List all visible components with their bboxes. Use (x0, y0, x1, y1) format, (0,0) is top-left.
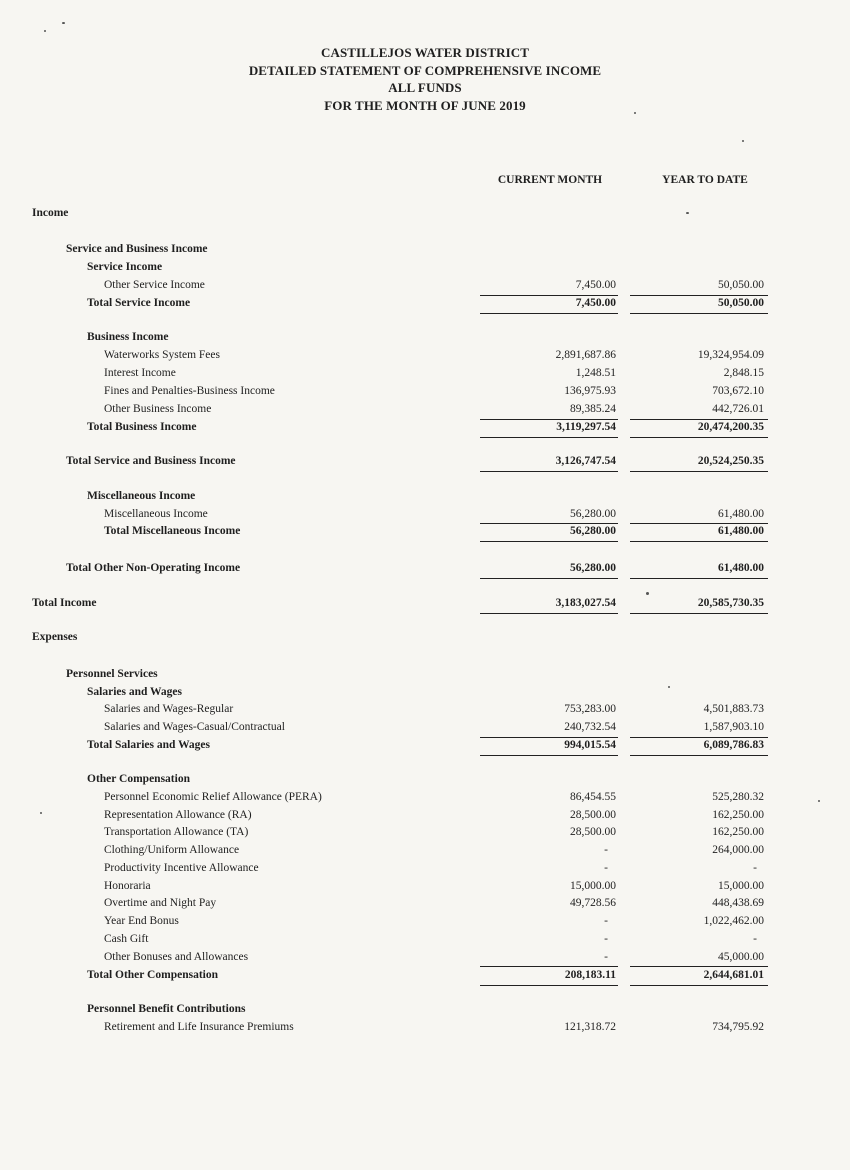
year-to-date-value: 1,022,462.00 (703, 915, 764, 927)
subgroup-heading-other-compensation: Other Compensation (87, 773, 190, 785)
underline (630, 966, 768, 967)
total-row-business-income: Total Business Income 3,119,297.54 20,474,200.35 (87, 421, 764, 433)
line-item-row: Waterworks System Fees 2,891,687.86 19,324,954.09 (104, 349, 764, 361)
underline (630, 295, 768, 296)
year-to-date-value: 45,000.00 (718, 951, 764, 963)
year-to-date-value: 6,089,786.83 (703, 739, 764, 751)
current-month-value: 28,500.00 (570, 809, 616, 821)
year-to-date-value: 264,000.00 (712, 844, 764, 856)
underline (480, 541, 618, 542)
current-month-value: 3,119,297.54 (556, 421, 616, 433)
section-heading-expenses: Expenses (32, 631, 78, 643)
underline (480, 313, 618, 314)
current-month-value: 208,183.11 (564, 969, 616, 981)
year-to-date-value: 448,438.69 (712, 897, 764, 909)
underline (480, 755, 618, 756)
line-item-row: Salaries and Wages-Regular 753,283.00 4,501,883.73 (104, 703, 764, 715)
year-to-date-value: 2,644,681.01 (703, 969, 764, 981)
year-to-date-value: 1,587,903.10 (703, 721, 764, 733)
subgroup-heading-miscellaneous-income: Miscellaneous Income (87, 490, 196, 502)
year-to-date-value: 61,480.00 (718, 508, 764, 520)
line-item-row: Productivity Incentive Allowance - - (104, 862, 757, 874)
year-to-date-value: 525,280.32 (712, 791, 764, 803)
year-to-date-value: 20,585,730.35 (697, 597, 764, 609)
agency-name: CASTILLEJOS WATER DISTRICT (320, 45, 530, 60)
subgroup-heading-business-income: Business Income (87, 331, 169, 343)
total-row-service-and-business-income: Total Service and Business Income 3,126,747.54 20,524,250.35 (66, 455, 764, 467)
line-item-row: Fines and Penalties-Business Income 136,975.93 703,672.10 (104, 385, 764, 397)
line-item-row: Transportation Allowance (TA) 28,500.00 162,250.00 (104, 826, 764, 838)
section-heading-income: Income (32, 207, 69, 219)
line-item-row: Salaries and Wages-Casual/Contractual 240,732.54 1,587,903.10 (104, 721, 764, 733)
underline (480, 985, 618, 986)
current-month-value: 56,280.00 (570, 562, 616, 574)
underline (630, 985, 768, 986)
current-month-value: 56,280.00 (570, 508, 616, 520)
year-to-date-value: 61,480.00 (718, 525, 764, 537)
group-heading-personnel-services: Personnel Services (66, 668, 158, 680)
year-to-date-value: 20,474,200.35 (697, 421, 764, 433)
total-row-service-income: Total Service Income 7,450.00 50,050.00 (87, 297, 764, 309)
year-to-date-value: 734,795.92 (712, 1021, 764, 1033)
underline (630, 437, 768, 438)
year-to-date-value: 2,848.15 (723, 367, 764, 379)
underline (630, 755, 768, 756)
statement-period: FOR THE MONTH OF JUNE 2019 (324, 97, 526, 113)
scan-speck (668, 686, 670, 688)
current-month-value: 136,975.93 (564, 385, 616, 397)
current-month-value: 86,454.55 (570, 791, 616, 803)
year-to-date-value: - (753, 933, 757, 945)
scan-speck (686, 212, 689, 214)
scan-speck (818, 800, 820, 802)
total-row-total-income: Total Income 3,183,027.54 20,585,730.35 (32, 597, 764, 609)
year-to-date-column-header: YEAR TO DATE (662, 174, 748, 186)
current-month-value: 994,015.54 (564, 739, 616, 751)
year-to-date-value: 442,726.01 (712, 403, 764, 415)
statement-header (0, 44, 850, 114)
current-month-value: 49,728.56 (570, 897, 616, 909)
total-row-other-compensation: Total Other Compensation 208,183.11 2,644,681.01 (87, 969, 764, 981)
line-item-row: Interest Income 1,248.51 2,848.15 (104, 367, 764, 379)
underline (480, 578, 618, 579)
current-month-value: 753,283.00 (564, 703, 616, 715)
underline (630, 578, 768, 579)
total-row-other-non-operating-income: Total Other Non-Operating Income 56,280.00 61,480.00 (66, 562, 764, 574)
current-month-value: 121,318.72 (564, 1021, 616, 1033)
year-to-date-value: 15,000.00 (718, 880, 764, 892)
underline (630, 313, 768, 314)
current-month-value: - (604, 844, 608, 856)
year-to-date-value: 162,250.00 (712, 809, 764, 821)
year-to-date-value: 50,050.00 (718, 279, 764, 291)
year-to-date-value: 19,324,954.09 (697, 349, 764, 361)
underline (480, 523, 618, 524)
total-row-salaries-and-wages: Total Salaries and Wages 994,015.54 6,089,786.83 (87, 739, 764, 751)
current-month-value: 7,450.00 (575, 297, 616, 309)
underline (480, 437, 618, 438)
line-item-row: Representation Allowance (RA) 28,500.00 162,250.00 (104, 809, 764, 821)
line-item-row: Overtime and Night Pay 49,728.56 448,438.69 (104, 897, 764, 909)
scan-speck (742, 140, 744, 142)
underline (480, 471, 618, 472)
underline (480, 966, 618, 967)
current-month-value: 89,385.24 (570, 403, 616, 415)
line-item-row: Year End Bonus - 1,022,462.00 (104, 915, 764, 927)
current-month-value: 3,126,747.54 (555, 455, 616, 467)
current-month-value: 15,000.00 (570, 880, 616, 892)
current-month-column-header: CURRENT MONTH (497, 174, 603, 186)
year-to-date-value: 61,480.00 (718, 562, 764, 574)
year-to-date-value: - (753, 862, 757, 874)
scan-speck (40, 812, 42, 814)
line-item-row: Other Bonuses and Allowances - 45,000.00 (104, 951, 764, 963)
line-item-row: Retirement and Life Insurance Premiums 121,318.72 734,795.92 (104, 1021, 764, 1033)
line-item-row: Other Service Income 7,450.00 50,050.00 (104, 279, 764, 291)
underline (480, 419, 618, 420)
fund-scope: ALL FUNDS (388, 80, 462, 95)
scan-speck (44, 30, 46, 32)
underline (480, 737, 618, 738)
current-month-value: 3,183,027.54 (555, 597, 616, 609)
line-item-row: Honoraria 15,000.00 15,000.00 (104, 880, 764, 892)
subgroup-heading-service-income: Service Income (87, 261, 163, 273)
underline (630, 541, 768, 542)
current-month-value: 2,891,687.86 (555, 349, 616, 361)
underline (630, 471, 768, 472)
scan-speck (62, 22, 65, 24)
current-month-value: - (604, 862, 608, 874)
line-item-row: Clothing/Uniform Allowance - 264,000.00 (104, 844, 764, 856)
current-month-value: 56,280.00 (570, 525, 616, 537)
scan-speck (634, 112, 636, 114)
year-to-date-value: 703,672.10 (712, 385, 764, 397)
statement-title: DETAILED STATEMENT OF COMPREHENSIVE INCOME (248, 62, 602, 78)
current-month-value: 1,248.51 (575, 367, 616, 379)
current-month-value: 28,500.00 (570, 826, 616, 838)
group-heading-service-and-business-income: Service and Business Income (66, 243, 208, 255)
line-item-row: Cash Gift - - (104, 933, 757, 945)
current-month-value: - (604, 933, 608, 945)
underline (480, 613, 618, 614)
line-item-row: Miscellaneous Income 56,280.00 61,480.00 (104, 508, 764, 520)
underline (630, 419, 768, 420)
year-to-date-value: 20,524,250.35 (697, 455, 764, 467)
line-item-row: Personnel Economic Relief Allowance (PERA) 86,454.55 525,280.32 (104, 791, 764, 803)
year-to-date-value: 4,501,883.73 (703, 703, 764, 715)
underline (630, 613, 768, 614)
underline (480, 295, 618, 296)
subgroup-heading-personnel-benefit-contributions: Personnel Benefit Contributions (87, 1003, 246, 1015)
year-to-date-value: 50,050.00 (718, 297, 764, 309)
underline (630, 523, 768, 524)
current-month-value: 7,450.00 (575, 279, 616, 291)
scan-speck (646, 592, 649, 595)
current-month-value: 240,732.54 (564, 721, 616, 733)
current-month-value: - (604, 951, 608, 963)
underline (630, 737, 768, 738)
subgroup-heading-salaries-and-wages: Salaries and Wages (87, 686, 182, 698)
current-month-value: - (604, 915, 608, 927)
line-item-row: Other Business Income 89,385.24 442,726.01 (104, 403, 764, 415)
year-to-date-value: 162,250.00 (712, 826, 764, 838)
total-row-miscellaneous-income: Total Miscellaneous Income 56,280.00 61,480.00 (104, 525, 764, 537)
